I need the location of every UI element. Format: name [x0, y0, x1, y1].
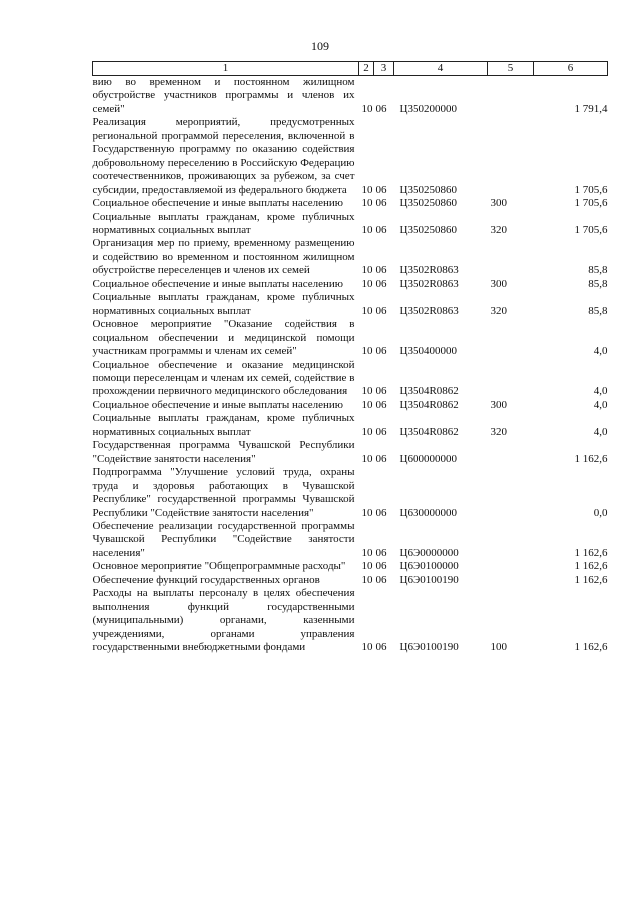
row-section: 10 — [361, 304, 373, 317]
row-expense-type — [488, 76, 534, 117]
row-name: вию во временном и постоянном жилищном обустройстве участников программы и членов их семей" — [92, 76, 355, 115]
row-target-code: Ц3504R0862 — [399, 398, 459, 411]
row-section: 10 — [361, 345, 373, 358]
header-col-5: 5 — [488, 62, 534, 76]
row-target-code: Ц6Э0100190 — [399, 573, 459, 586]
table-row — [93, 574, 608, 587]
row-amount: 85,8 — [588, 264, 608, 277]
row-section: 10 — [361, 183, 373, 196]
row-subsection: 06 — [375, 506, 387, 519]
row-name: Государственная программа Чувашской Республики "Содействие занятости населения" — [92, 439, 355, 465]
row-amount: 1 162,6 — [574, 452, 608, 465]
row-section: 10 — [361, 102, 373, 115]
row-name: Социальные выплаты гражданам, кроме публичных нормативных социальных выплат — [92, 291, 355, 317]
row-section: 10 — [361, 546, 373, 559]
row-name: Расходы на выплаты персоналу в целях обеспечения выполнения функций государственными (муниципальными) органами, казенными учреждениями, органами управления государственными внебюджетными фондами — [92, 587, 355, 654]
row-section: 10 — [361, 277, 373, 290]
table-row — [93, 291, 608, 318]
row-amount: 1 791,4 — [574, 102, 608, 115]
row-subsection: 06 — [375, 223, 387, 236]
row-target-code: Ц350250860 — [399, 223, 457, 236]
row-target-code: Ц350200000 — [399, 102, 457, 115]
table-row — [93, 439, 608, 466]
row-name: Реализация мероприятий, предусмотренных региональной программой переселения, включенной в Государственную программу по оказанию содействия добровольному переселению в Российскую Федерацию соотечественников, проживающих за рубежом, за счет субсидии, предоставляемой из федерального бюджета — [92, 116, 355, 196]
header-col-2: 2 — [359, 62, 374, 76]
table-row — [93, 116, 608, 197]
row-target-code: Ц350250860 — [399, 183, 457, 196]
row-subsection: 06 — [375, 197, 387, 210]
row-name: Социальные выплаты гражданам, кроме публичных нормативных социальных выплат — [92, 412, 355, 438]
table-row — [93, 412, 608, 439]
row-target-code: Ц630000000 — [399, 506, 457, 519]
row-target-code: Ц6Э0000000 — [399, 546, 459, 559]
table-row — [93, 399, 608, 412]
row-expense-type: 300 — [490, 197, 507, 210]
row-name: Социальное обеспечение и иные выплаты населению — [92, 197, 344, 210]
row-section: 10 — [361, 506, 373, 519]
table-row — [93, 197, 608, 210]
row-amount: 1 162,6 — [574, 573, 608, 586]
row-target-code: Ц3504R0862 — [399, 425, 459, 438]
row-target-code: Ц350250860 — [399, 197, 457, 210]
row-subsection: 06 — [375, 398, 387, 411]
row-expense-type — [488, 237, 534, 277]
row-amount: 1 705,6 — [574, 183, 608, 196]
page-number: 109 — [311, 39, 329, 53]
row-section: 10 — [361, 197, 373, 210]
table-row — [93, 359, 608, 399]
table-body — [93, 76, 608, 655]
row-section: 10 — [361, 560, 373, 573]
row-expense-type — [488, 560, 534, 573]
row-section: 10 — [361, 223, 373, 236]
row-expense-type — [488, 466, 534, 520]
row-section: 10 — [361, 385, 373, 398]
row-subsection: 06 — [375, 345, 387, 358]
table-row — [93, 76, 608, 117]
row-subsection: 06 — [375, 573, 387, 586]
table-row — [93, 237, 608, 277]
header-col-4: 4 — [394, 62, 488, 76]
row-expense-type — [488, 318, 534, 358]
row-expense-type: 100 — [490, 641, 507, 654]
row-amount: 4,0 — [593, 398, 608, 411]
row-name: Социальное обеспечение и иные выплаты населению — [92, 398, 344, 411]
row-subsection: 06 — [375, 277, 387, 290]
row-amount: 85,8 — [588, 277, 608, 290]
header-col-6: 6 — [534, 62, 608, 76]
row-expense-type: 320 — [490, 223, 507, 236]
header-col-3: 3 — [374, 62, 394, 76]
row-name: Социальные выплаты гражданам, кроме публичных нормативных социальных выплат — [92, 210, 355, 236]
row-expense-type — [488, 359, 534, 399]
row-subsection: 06 — [375, 546, 387, 559]
row-section: 10 — [361, 573, 373, 586]
row-name: Обеспечение реализации государственной программы Чувашской Республики "Содействие занятости населения" — [92, 519, 355, 559]
row-amount: 1 705,6 — [574, 223, 608, 236]
row-name: Социальное обеспечение и иные выплаты населению — [92, 277, 344, 290]
row-subsection: 06 — [375, 452, 387, 465]
row-subsection: 06 — [375, 264, 387, 277]
row-target-code: Ц3502R0863 — [399, 264, 459, 277]
row-name: Подпрограмма "Улучшение условий труда, охраны труда и здоровья работающих в Чувашской Республике" государственной программы Чувашской Республики "Содействие занятости населения" — [92, 466, 355, 519]
row-name: Обеспечение функций государственных органов — [92, 573, 320, 586]
row-amount: 1 162,6 — [574, 560, 608, 573]
row-amount: 1 162,6 — [574, 641, 608, 654]
row-target-code: Ц3504R0862 — [399, 385, 459, 398]
row-amount: 1 162,6 — [574, 546, 608, 559]
row-subsection: 06 — [375, 183, 387, 196]
row-subsection: 06 — [375, 102, 387, 115]
row-name: Основное мероприятие "Оказание содействия в социальном обеспечении и медицинской помощи участникам программы и членам их семей" — [92, 318, 355, 358]
row-target-code: Ц3502R0863 — [399, 277, 459, 290]
row-amount: 1 705,6 — [574, 197, 608, 210]
table-row — [93, 318, 608, 358]
table-row — [93, 211, 608, 238]
row-section: 10 — [361, 264, 373, 277]
table-row — [93, 520, 608, 560]
row-target-code: Ц600000000 — [399, 452, 457, 465]
row-subsection: 06 — [375, 425, 387, 438]
row-name: Основное мероприятие "Общепрограммные расходы" — [92, 560, 346, 573]
budget-table — [92, 61, 608, 654]
row-amount: 4,0 — [593, 385, 608, 398]
row-name: Организация мер по приему, временному размещению и содействию во временном и постоянном жилищном обустройстве переселенцев и членов их семей — [92, 237, 355, 277]
row-expense-type: 300 — [490, 277, 507, 290]
row-target-code: Ц350400000 — [399, 345, 457, 358]
row-subsection: 06 — [375, 560, 387, 573]
row-target-code: Ц6Э0100000 — [399, 560, 459, 573]
row-subsection: 06 — [375, 385, 387, 398]
row-expense-type: 320 — [490, 425, 507, 438]
table-row — [93, 278, 608, 291]
row-expense-type — [488, 574, 534, 587]
row-expense-type — [488, 520, 534, 560]
row-section: 10 — [361, 452, 373, 465]
row-expense-type: 320 — [490, 304, 507, 317]
table-row — [93, 587, 608, 654]
row-section: 10 — [361, 425, 373, 438]
row-name: Социальное обеспечение и оказание медицинской помощи переселенцам и членам их семей, содействие в прохождении первичного медицинского обследования — [92, 358, 355, 398]
row-amount: 4,0 — [593, 345, 608, 358]
table-row — [93, 560, 608, 573]
row-expense-type — [488, 439, 534, 466]
row-subsection: 06 — [375, 641, 387, 654]
row-target-code: Ц3502R0863 — [399, 304, 459, 317]
row-subsection: 06 — [375, 304, 387, 317]
row-amount: 85,8 — [588, 304, 608, 317]
row-expense-type: 300 — [490, 398, 507, 411]
header-col-1: 1 — [93, 62, 359, 76]
row-expense-type — [488, 116, 534, 197]
row-target-code: Ц6Э0100190 — [399, 641, 459, 654]
row-section: 10 — [361, 641, 373, 654]
row-amount: 4,0 — [593, 425, 608, 438]
table-row — [93, 466, 608, 520]
row-amount: 0,0 — [593, 506, 608, 519]
table-header-row — [93, 62, 608, 76]
row-section: 10 — [361, 398, 373, 411]
